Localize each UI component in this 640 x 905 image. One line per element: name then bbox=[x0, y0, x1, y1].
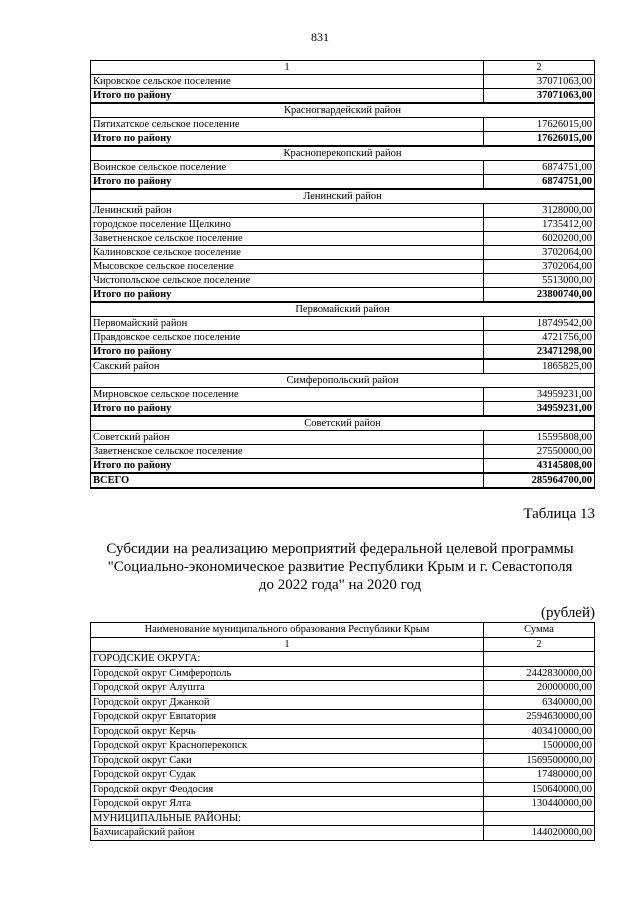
column-number-row bbox=[91, 637, 595, 652]
table-row bbox=[91, 260, 595, 274]
table-row bbox=[91, 161, 595, 175]
row-amount: 3702064,00 bbox=[484, 246, 595, 260]
title-line: до 2022 года" на 2020 год bbox=[258, 577, 422, 593]
total-row bbox=[91, 89, 595, 104]
column-header-name: Наименование муниципального образования Республики Крым bbox=[91, 623, 484, 638]
table-row bbox=[91, 753, 595, 768]
row-amount: 4721756,00 bbox=[484, 331, 595, 345]
row-amount: 34959231,00 bbox=[484, 388, 595, 402]
column-header-row bbox=[91, 623, 595, 638]
row-name: Пятихатское сельское поселение bbox=[91, 118, 484, 132]
row-amount: 403410000,00 bbox=[484, 724, 595, 739]
row-amount: 17626015,00 bbox=[484, 118, 595, 132]
row-name: Бахчисарайский район bbox=[91, 826, 484, 841]
row-amount: 1735412,00 bbox=[484, 218, 595, 232]
group-row bbox=[91, 652, 595, 667]
row-amount bbox=[484, 652, 595, 667]
row-amount: 43145808,00 bbox=[484, 459, 595, 474]
row-name: Итого по району bbox=[91, 402, 484, 417]
table-row bbox=[91, 768, 595, 783]
row-name: Советский район bbox=[91, 431, 484, 445]
table-row bbox=[91, 826, 595, 841]
table-row bbox=[91, 666, 595, 681]
district-section-name: Красногвардейский район bbox=[91, 103, 595, 118]
row-amount: 37071063,00 bbox=[484, 89, 595, 104]
district-section-row bbox=[91, 189, 595, 204]
row-amount: 3702064,00 bbox=[484, 260, 595, 274]
row-name: Городской округ Керчь bbox=[91, 724, 484, 739]
row-name: ГОРОДСКИЕ ОКРУГА: bbox=[91, 652, 484, 667]
row-amount: 37071063,00 bbox=[484, 75, 595, 89]
row-amount: 150640000,00 bbox=[484, 782, 595, 797]
row-name: Итого по району bbox=[91, 288, 484, 303]
column-number-1: 1 bbox=[91, 637, 484, 652]
row-name: Мысовское сельское поселение bbox=[91, 260, 484, 274]
row-name: Первомайский район bbox=[91, 317, 484, 331]
column-header-amount: Сумма bbox=[484, 623, 595, 638]
row-name: Итого по району bbox=[91, 345, 484, 360]
district-section-name: Ленинский район bbox=[91, 189, 595, 204]
row-name: Правдовское сельское поселение bbox=[91, 331, 484, 345]
row-amount: 144020000,00 bbox=[484, 826, 595, 841]
row-name: городское поселение Щелкино bbox=[91, 218, 484, 232]
row-name: Городской округ Саки bbox=[91, 753, 484, 768]
total-row bbox=[91, 175, 595, 190]
row-name: МУНИЦИПАЛЬНЫЕ РАЙОНЫ: bbox=[91, 811, 484, 826]
table-row bbox=[91, 246, 595, 260]
row-amount: 130440000,00 bbox=[484, 797, 595, 812]
row-name: Ленинский район bbox=[91, 204, 484, 218]
table-row bbox=[91, 739, 595, 754]
row-amount: 1865825,00 bbox=[484, 359, 595, 374]
district-section-name: Первомайский район bbox=[91, 302, 595, 317]
row-name: Мирновское сельское поселение bbox=[91, 388, 484, 402]
table-row bbox=[91, 710, 595, 725]
title-line: "Социально-экономическое развитие Республики Крым и г. Севастополя bbox=[107, 559, 573, 575]
row-name: Городской округ Евпатория bbox=[91, 710, 484, 725]
table-row bbox=[91, 681, 595, 696]
row-name: Калиновское сельское поселение bbox=[91, 246, 484, 260]
row-name: Итого по району bbox=[91, 89, 484, 104]
table-row bbox=[91, 274, 595, 288]
row-amount: 17480000,00 bbox=[484, 768, 595, 783]
row-amount: 27550000,00 bbox=[484, 445, 595, 459]
table-row bbox=[91, 331, 595, 345]
row-amount: 23800740,00 bbox=[484, 288, 595, 303]
row-name: Итого по району bbox=[91, 459, 484, 474]
column-number-row bbox=[91, 61, 595, 75]
row-name: Итого по району bbox=[91, 132, 484, 147]
row-name: Городской округ Алушта bbox=[91, 681, 484, 696]
table-row bbox=[91, 75, 595, 89]
page-number: 831 bbox=[311, 30, 329, 44]
row-amount: 1500000,00 bbox=[484, 739, 595, 754]
column-number-2: 2 bbox=[484, 637, 595, 652]
total-row bbox=[91, 459, 595, 474]
district-section-name: Советский район bbox=[91, 416, 595, 431]
row-amount: 6874751,00 bbox=[484, 175, 595, 190]
district-section-name: Симферопольский район bbox=[91, 374, 595, 388]
district-section-row bbox=[91, 374, 595, 388]
row-name: Городской округ Судак bbox=[91, 768, 484, 783]
row-name: Городской округ Красноперекопск bbox=[91, 739, 484, 754]
row-amount bbox=[484, 811, 595, 826]
table-row bbox=[91, 232, 595, 246]
table-row bbox=[91, 782, 595, 797]
row-name: Сакский район bbox=[91, 359, 484, 374]
district-section-row bbox=[91, 416, 595, 431]
row-name: ВСЕГО bbox=[91, 473, 484, 488]
table-row bbox=[91, 797, 595, 812]
row-name: Кировское сельское поселение bbox=[91, 75, 484, 89]
table-label: Таблица 13 bbox=[523, 506, 595, 522]
table-row bbox=[91, 359, 595, 374]
row-name: Заветненское сельское поселение bbox=[91, 232, 484, 246]
row-amount: 285964700,00 bbox=[484, 473, 595, 488]
district-section-row bbox=[91, 146, 595, 161]
row-name: Итого по району bbox=[91, 175, 484, 190]
title-line: Субсидии на реализацию мероприятий федеральной целевой программы bbox=[106, 541, 574, 557]
row-amount: 18749542,00 bbox=[484, 317, 595, 331]
row-amount: 6340000,00 bbox=[484, 695, 595, 710]
table-row bbox=[91, 724, 595, 739]
row-amount: 2442830000,00 bbox=[484, 666, 595, 681]
district-section-row bbox=[91, 103, 595, 118]
subsidy-table-13 bbox=[90, 622, 595, 841]
row-amount: 2594630000,00 bbox=[484, 710, 595, 725]
row-name: Городской округ Симферополь bbox=[91, 666, 484, 681]
row-amount: 1569500000,00 bbox=[484, 753, 595, 768]
row-name: Заветненское сельское поселение bbox=[91, 445, 484, 459]
row-name: Городской округ Джанкой bbox=[91, 695, 484, 710]
total-row bbox=[91, 288, 595, 303]
row-amount: 34959231,00 bbox=[484, 402, 595, 417]
column-number-2: 2 bbox=[484, 61, 595, 75]
row-amount: 20000000,00 bbox=[484, 681, 595, 696]
table-row bbox=[91, 388, 595, 402]
group-row bbox=[91, 811, 595, 826]
row-amount: 3128000,00 bbox=[484, 204, 595, 218]
total-row bbox=[91, 345, 595, 360]
unit-label: (рублей) bbox=[540, 605, 595, 621]
row-name: Городской округ Ялта bbox=[91, 797, 484, 812]
row-amount: 5513000,00 bbox=[484, 274, 595, 288]
table-row bbox=[91, 695, 595, 710]
table-row bbox=[91, 445, 595, 459]
total-row bbox=[91, 132, 595, 147]
table-row bbox=[91, 218, 595, 232]
district-section-row bbox=[91, 302, 595, 317]
row-name: Воинское сельское поселение bbox=[91, 161, 484, 175]
table-row bbox=[91, 431, 595, 445]
column-number-1: 1 bbox=[91, 61, 484, 75]
table-row bbox=[91, 317, 595, 331]
row-amount: 15595808,00 bbox=[484, 431, 595, 445]
district-section-name: Красноперекопский район bbox=[91, 146, 595, 161]
row-name: Чистопольское сельское поселение bbox=[91, 274, 484, 288]
row-amount: 17626015,00 bbox=[484, 132, 595, 147]
total-row bbox=[91, 402, 595, 417]
table-row bbox=[91, 118, 595, 132]
table-row bbox=[91, 204, 595, 218]
subsidy-table-continued bbox=[90, 60, 595, 489]
row-name: Городской округ Феодосия bbox=[91, 782, 484, 797]
total-row bbox=[91, 473, 595, 488]
row-amount: 23471298,00 bbox=[484, 345, 595, 360]
row-amount: 6874751,00 bbox=[484, 161, 595, 175]
table-title bbox=[80, 540, 600, 594]
row-amount: 6020200,00 bbox=[484, 232, 595, 246]
